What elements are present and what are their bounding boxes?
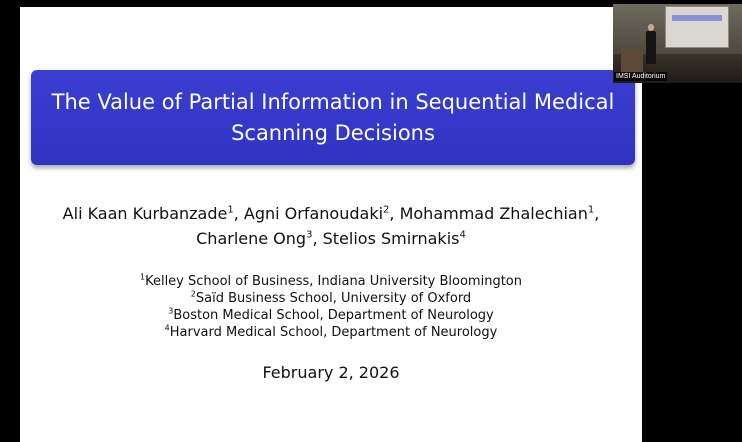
author-affil-sup: 1 xyxy=(587,204,595,216)
author-sep: , xyxy=(594,204,600,223)
author-sep: , xyxy=(233,204,244,223)
presentation-slide xyxy=(20,7,642,442)
author-sep: , xyxy=(312,229,323,248)
affil-text: Saïd Business School, University of Oxford xyxy=(195,291,472,306)
title-box xyxy=(31,70,635,165)
affil-text: Boston Medical School, Department of Neurology xyxy=(173,308,494,323)
presentation-date: February 2, 2026 xyxy=(262,363,400,382)
author-name: Agni Orfanoudaki xyxy=(243,204,384,223)
author-affil-sup: 2 xyxy=(383,204,390,216)
affil-text: Kelley School of Business, Indiana University Bloomington xyxy=(145,274,522,289)
affiliation-item xyxy=(20,290,642,307)
speaker-head xyxy=(648,24,654,31)
author-name: Charlene Ong xyxy=(196,229,307,248)
speaker-camera-feed[interactable] xyxy=(613,4,742,83)
author-name: Mohammad Zhalechian xyxy=(399,204,588,223)
affiliation-item xyxy=(20,324,642,341)
affil-sup: 4 xyxy=(164,323,170,333)
speaker-figure xyxy=(646,24,655,64)
author-affil-sup: 1 xyxy=(227,204,234,216)
affil-sup: 3 xyxy=(168,306,174,316)
camera-label: IMSI Auditorium xyxy=(616,73,666,80)
author-line-1 xyxy=(20,201,642,226)
affil-sup: 2 xyxy=(190,289,196,299)
camera-projector-screen xyxy=(665,6,729,48)
affiliation-list xyxy=(20,273,642,341)
author-line-2 xyxy=(20,226,642,251)
camera-screen-title-bar xyxy=(672,15,722,21)
speaker-body xyxy=(646,31,656,64)
affiliation-item xyxy=(20,307,642,324)
affil-text: Harvard Medical School, Department of Neurology xyxy=(169,325,498,340)
author-name: Ali Kaan Kurbanzade xyxy=(62,204,228,223)
author-sep: , xyxy=(389,204,400,223)
author-affil-sup: 3 xyxy=(306,229,313,241)
slide-title: The Value of Partial Information in Sequential Medical Scanning Decisions xyxy=(51,89,615,145)
author-name: Stelios Smirnakis xyxy=(322,229,460,248)
affiliation-item xyxy=(20,273,642,290)
author-list xyxy=(20,201,642,251)
affil-sup: 1 xyxy=(139,272,146,282)
author-affil-sup: 4 xyxy=(459,229,466,241)
